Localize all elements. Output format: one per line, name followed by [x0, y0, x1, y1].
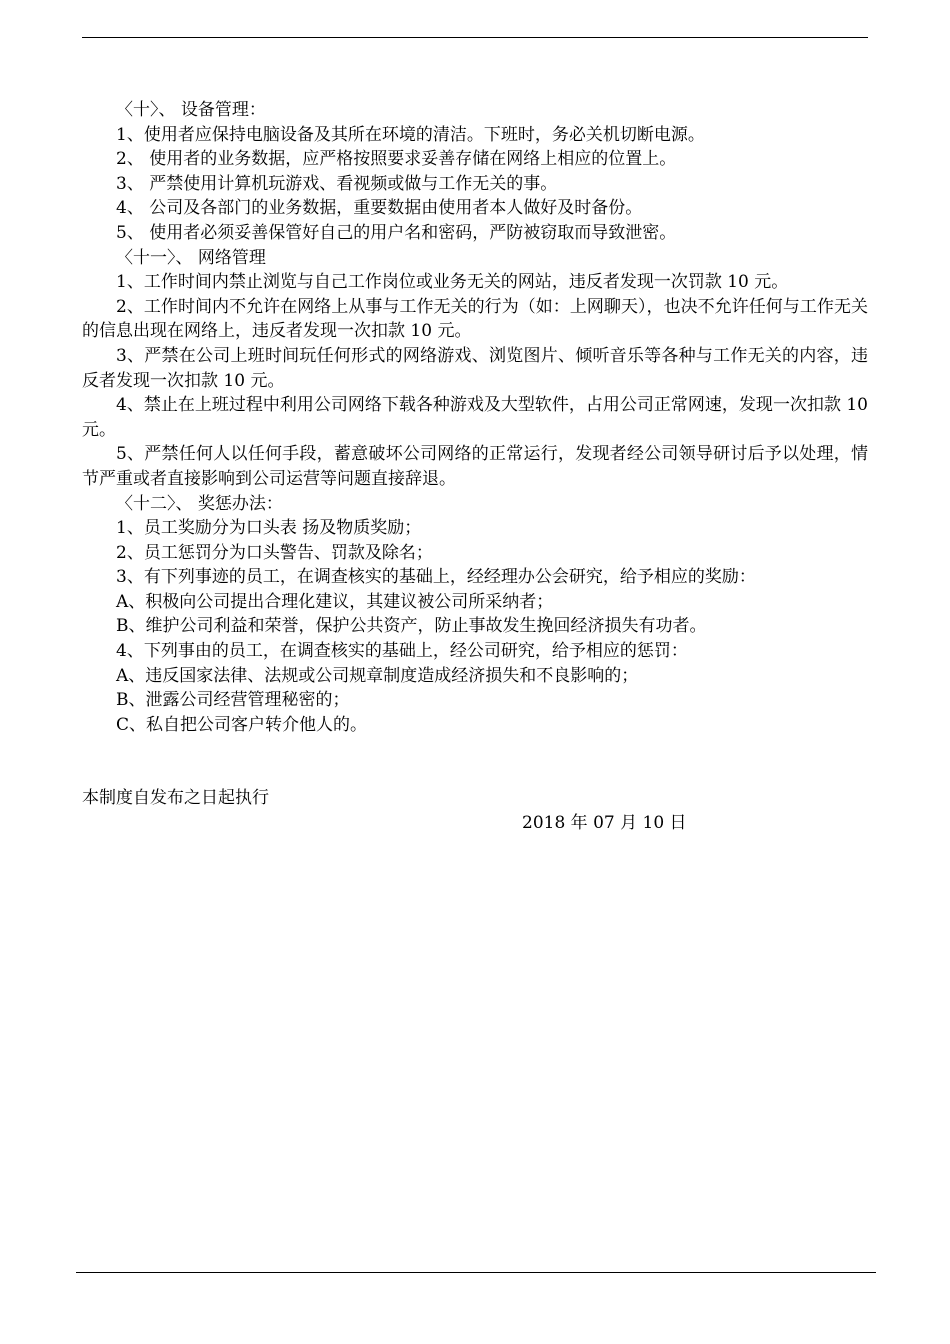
document-body	[82, 98, 868, 836]
paragraph: 5、严禁任何人以任何手段，蓄意破坏公司网络的正常运行，发现者经公司领导研讨后予以处理，情节严重或者直接影响到公司运营等问题直接辞退。	[82, 444, 868, 489]
paragraph: 3、 严禁使用计算机玩游戏、看视频或做与工作无关的事。	[116, 173, 558, 194]
paragraph: A、积极向公司提出合理化建议，其建议被公司所采纳者；	[116, 591, 554, 612]
paragraph: 1、使用者应保持电脑设备及其所在环境的清洁。下班时，务必关机切断电源。	[116, 124, 705, 145]
paragraph: 1、员工奖励分为口头表 扬及物质奖励；	[116, 518, 422, 539]
paragraph: 1、工作时间内禁止浏览与自己工作岗位或业务无关的网站，违反者发现一次罚款 10 元。	[116, 272, 789, 293]
paragraph: 5、 使用者必须妥善保管好自己的用户名和密码，严防被窃取而导致泄密。	[116, 222, 677, 243]
footer-rule	[76, 1272, 876, 1273]
header-rule	[82, 37, 868, 38]
paragraph: 2、 使用者的业务数据，应严格按照要求妥善存储在网络上相应的位置上。	[116, 149, 677, 170]
paragraph: 4、下列事由的员工，在调查核实的基础上，经公司研究，给予相应的惩罚：	[116, 641, 688, 662]
paragraph: 3、严禁在公司上班时间玩任何形式的网络游戏、浏览图片、倾听音乐等各种与工作无关的内容，违反者发现一次扣款 10 元。	[82, 345, 868, 391]
document-date: 2018 年 07 月 10 日	[522, 813, 687, 834]
paragraph: 4、禁止在上班过程中利用公司网络下载各种游戏及大型软件，占用公司正常网速，发现一次扣款 10 元。	[82, 395, 868, 440]
paragraph: C、私自把公司客户转介他人的。	[116, 714, 368, 735]
paragraph: A、违反国家法律、法规或公司规章制度造成经济损失和不良影响的；	[116, 665, 639, 686]
spacer	[82, 737, 868, 786]
closing-statement: 本制度自发布之日起执行	[82, 788, 269, 809]
paragraph: 3、有下列事迹的员工，在调查核实的基础上，经经理办公会研究，给予相应的奖励：	[116, 567, 756, 588]
section-heading-rewards: 〈十二〉、 奖惩办法：	[116, 493, 283, 514]
paragraph: 2、员工惩罚分为口头警告、罚款及除名；	[116, 542, 433, 563]
section-heading-equipment: 〈十〉、 设备管理：	[116, 100, 266, 120]
paragraph: 4、 公司及各部门的业务数据，重要数据由使用者本人做好及时备份。	[116, 198, 643, 219]
paragraph: B、维护公司利益和荣誉，保护公共资产，防止事故发生挽回经济损失有功者。	[116, 616, 707, 637]
paragraph: B、泄露公司经营管理秘密的；	[116, 690, 350, 711]
section-heading-network: 〈十一〉、 网络管理	[116, 247, 266, 268]
paragraph: 2、工作时间内不允许在网络上从事与工作无关的行为（如：上网聊天），也决不允许任何与工作无关的信息出现在网络上，违反者发现一次扣款 10 元。	[82, 296, 868, 342]
